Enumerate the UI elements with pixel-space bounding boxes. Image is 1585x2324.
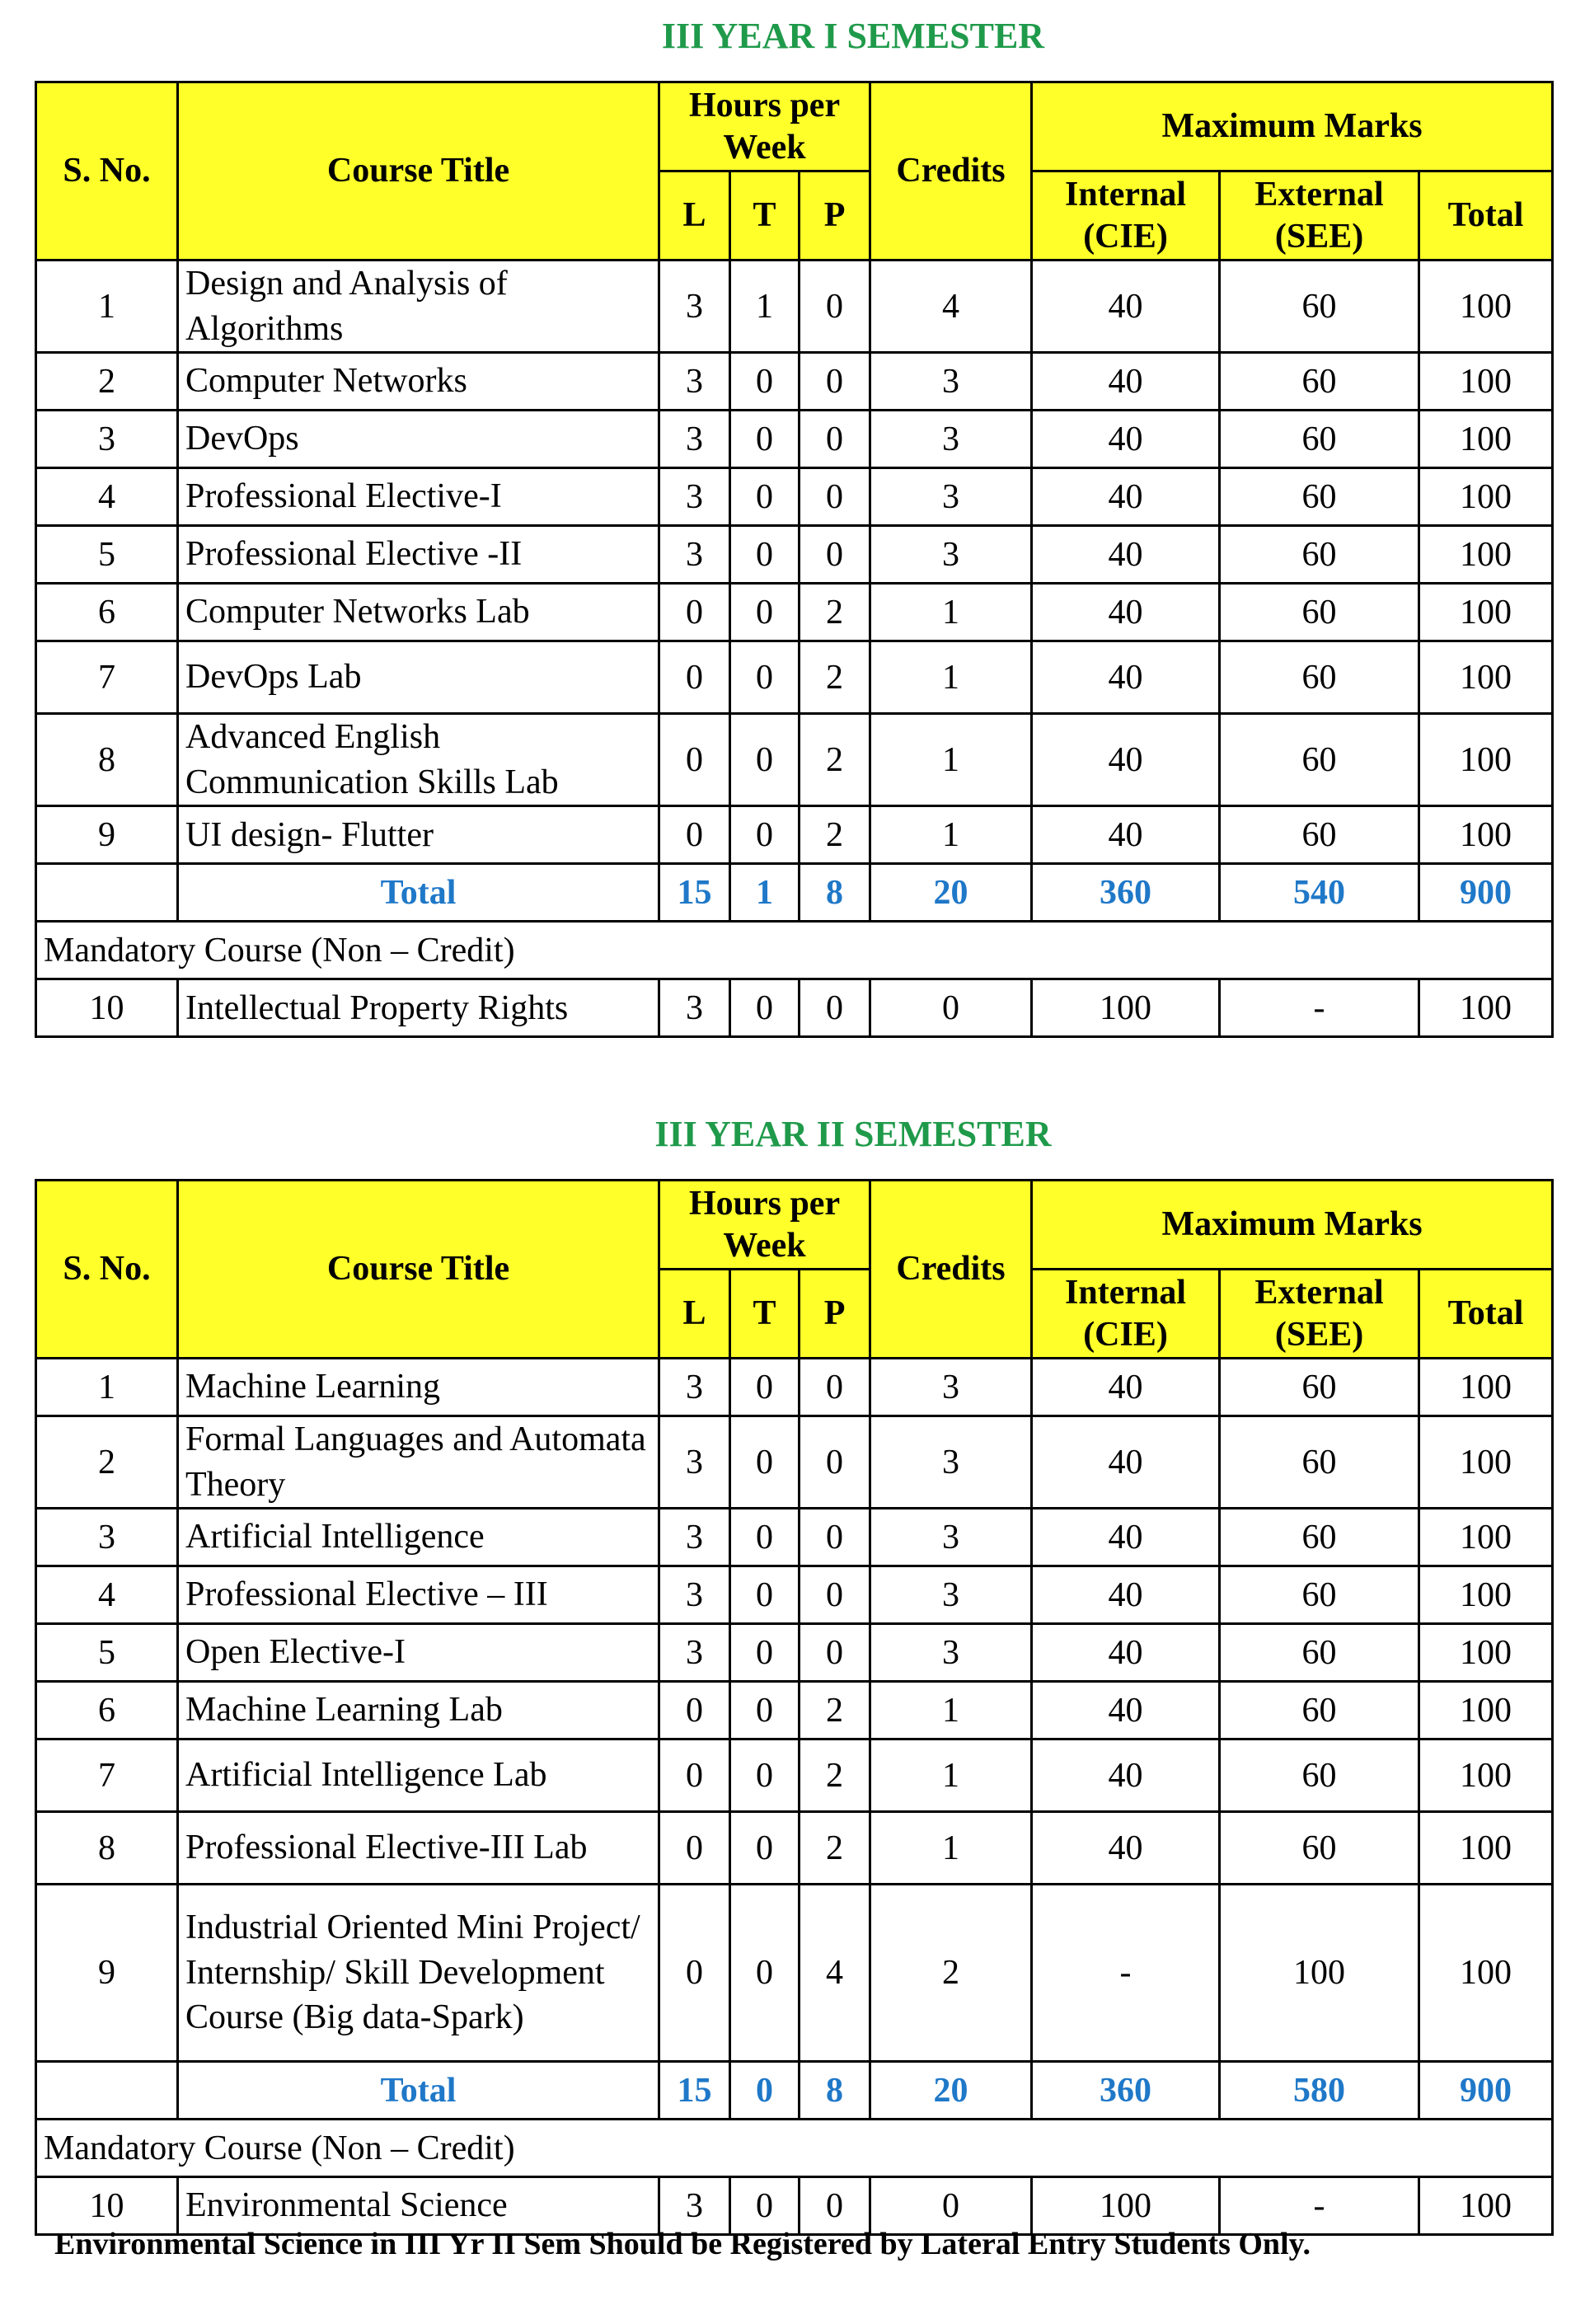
cell-external: 60 xyxy=(1220,1624,1419,1682)
cell-t: 0 xyxy=(730,1509,800,1566)
cell-credits: 3 xyxy=(870,1416,1032,1509)
cell-total: 100 xyxy=(1419,1885,1553,2062)
cell-credits: 3 xyxy=(870,1359,1032,1416)
cell-internal: 40 xyxy=(1032,1509,1220,1566)
cell-internal: 40 xyxy=(1032,1624,1220,1682)
cell-p: 0 xyxy=(800,2177,870,2235)
cell-title: DevOps Lab xyxy=(178,641,659,714)
cell-l: 0 xyxy=(659,806,730,864)
cell-title: Intellectual Property Rights xyxy=(178,979,659,1037)
cell-total: 100 xyxy=(1419,1359,1553,1416)
cell-l: 3 xyxy=(659,1624,730,1682)
cell-external: 60 xyxy=(1220,1682,1419,1739)
sem1-title: III YEAR I SEMESTER xyxy=(661,16,1045,56)
cell-t: 0 xyxy=(730,979,800,1037)
cell-t: 0 xyxy=(730,641,800,714)
cell-p: 0 xyxy=(800,1359,870,1416)
cell-p: 0 xyxy=(800,1416,870,1509)
cell-total: 100 xyxy=(1419,2177,1553,2235)
cell-title: Artificial Intelligence Lab xyxy=(178,1739,659,1812)
cell-l: 3 xyxy=(659,353,730,411)
cell-title: Formal Languages and Automata Theory xyxy=(178,1416,659,1509)
cell-title: Design and Analysis of Algorithms xyxy=(178,261,659,353)
cell-title: Environmental Science xyxy=(178,2177,659,2235)
cell-title: Machine Learning xyxy=(178,1359,659,1416)
total-total: 900 xyxy=(1419,864,1553,922)
cell-sno: 2 xyxy=(36,1416,178,1509)
cell-l: 3 xyxy=(659,1566,730,1624)
cell-sno: 1 xyxy=(36,261,178,353)
header-t: T xyxy=(730,171,800,261)
cell-total: 100 xyxy=(1419,1682,1553,1739)
cell-internal: 40 xyxy=(1032,468,1220,526)
cell-total: 100 xyxy=(1419,1739,1553,1812)
header-hours-per-week: Hours per Week xyxy=(659,1181,870,1270)
cell-title: Machine Learning Lab xyxy=(178,1682,659,1739)
header-course-title: Course Title xyxy=(178,82,659,261)
cell-total: 100 xyxy=(1419,1566,1553,1624)
total-l: 15 xyxy=(659,2062,730,2120)
cell-internal: 40 xyxy=(1032,584,1220,641)
header-total: Total xyxy=(1419,1270,1553,1359)
table-row xyxy=(36,1359,1553,1416)
cell-external: 60 xyxy=(1220,1509,1419,1566)
cell-internal: 40 xyxy=(1032,1566,1220,1624)
cell-sno: 2 xyxy=(36,353,178,411)
header-internal: Internal (CIE) xyxy=(1032,1270,1220,1359)
table-row xyxy=(36,1885,1553,2062)
total-internal: 360 xyxy=(1032,864,1220,922)
cell-internal: 40 xyxy=(1032,1812,1220,1885)
total-credits: 20 xyxy=(870,2062,1032,2120)
cell-title: Artificial Intelligence xyxy=(178,1509,659,1566)
cell-title: Professional Elective – III xyxy=(178,1566,659,1624)
cell-p: 0 xyxy=(800,979,870,1037)
cell-internal: 40 xyxy=(1032,1416,1220,1509)
header-maximum-marks: Maximum Marks xyxy=(1032,82,1553,171)
cell-sno: 10 xyxy=(36,979,178,1037)
mandatory-heading-row xyxy=(36,922,1553,979)
cell-title: Professional Elective -II xyxy=(178,526,659,584)
total-t: 1 xyxy=(730,864,800,922)
cell-total: 100 xyxy=(1419,1416,1553,1509)
cell-credits: 1 xyxy=(870,714,1032,806)
cell-p: 2 xyxy=(800,1739,870,1812)
cell-t: 0 xyxy=(730,526,800,584)
cell-p: 2 xyxy=(800,714,870,806)
cell-total: 100 xyxy=(1419,1624,1553,1682)
cell-sno: 6 xyxy=(36,584,178,641)
cell-external: 60 xyxy=(1220,1359,1419,1416)
cell-p: 0 xyxy=(800,468,870,526)
header-total: Total xyxy=(1419,171,1553,261)
total-internal: 360 xyxy=(1032,2062,1220,2120)
cell-p: 0 xyxy=(800,353,870,411)
table-row xyxy=(36,1624,1553,1682)
cell-external: 60 xyxy=(1220,714,1419,806)
cell-total: 100 xyxy=(1419,806,1553,864)
cell-t: 0 xyxy=(730,411,800,468)
total-total: 900 xyxy=(1419,2062,1553,2120)
mandatory-label: Mandatory Course (Non – Credit) xyxy=(36,922,1553,979)
cell-external: 60 xyxy=(1220,411,1419,468)
total-row xyxy=(36,2062,1553,2120)
cell-sno: 8 xyxy=(36,714,178,806)
cell-title: Open Elective-I xyxy=(178,1624,659,1682)
sem1-course-table xyxy=(35,81,1554,1038)
table-row xyxy=(36,468,1553,526)
cell-p: 2 xyxy=(800,641,870,714)
cell-title: Industrial Oriented Mini Project/ Internship/ Skill Development Course (Big data-Spark) xyxy=(178,1885,659,2062)
cell-p: 0 xyxy=(800,526,870,584)
cell-sno: 7 xyxy=(36,641,178,714)
header-sno: S. No. xyxy=(36,1181,178,1359)
cell-total: 100 xyxy=(1419,714,1553,806)
header-course-title: Course Title xyxy=(178,1181,659,1359)
cell-t: 0 xyxy=(730,353,800,411)
mandatory-label: Mandatory Course (Non – Credit) xyxy=(36,2120,1553,2177)
cell-title: Computer Networks xyxy=(178,353,659,411)
table-row xyxy=(36,261,1553,353)
cell-l: 3 xyxy=(659,261,730,353)
cell-sno: 4 xyxy=(36,468,178,526)
cell-credits: 3 xyxy=(870,353,1032,411)
cell-credits: 1 xyxy=(870,641,1032,714)
total-label: Total xyxy=(178,2062,659,2120)
cell-credits: 3 xyxy=(870,411,1032,468)
cell-credits: 3 xyxy=(870,1624,1032,1682)
header-l: L xyxy=(659,171,730,261)
cell-total: 100 xyxy=(1419,261,1553,353)
footnote: Environmental Science in III Yr II Sem Should be Registered by Lateral Entry Students Only. xyxy=(54,2227,1311,2261)
table-row xyxy=(36,1812,1553,1885)
cell-l: 0 xyxy=(659,1739,730,1812)
table-row xyxy=(36,353,1553,411)
cell-external: 60 xyxy=(1220,1812,1419,1885)
cell-internal: 40 xyxy=(1032,411,1220,468)
cell-external: - xyxy=(1220,2177,1419,2235)
cell-external: 100 xyxy=(1220,1885,1419,2062)
cell-empty xyxy=(36,864,178,922)
table-row xyxy=(36,1682,1553,1739)
cell-l: 3 xyxy=(659,468,730,526)
cell-t: 1 xyxy=(730,261,800,353)
cell-credits: 0 xyxy=(870,979,1032,1037)
cell-l: 3 xyxy=(659,1416,730,1509)
header-t: T xyxy=(730,1270,800,1359)
cell-internal: 100 xyxy=(1032,979,1220,1037)
header-sno: S. No. xyxy=(36,82,178,261)
total-row xyxy=(36,864,1553,922)
cell-sno: 8 xyxy=(36,1812,178,1885)
cell-credits: 3 xyxy=(870,1566,1032,1624)
header-external: External (SEE) xyxy=(1220,1270,1419,1359)
cell-l: 0 xyxy=(659,641,730,714)
cell-t: 0 xyxy=(730,1359,800,1416)
header-internal: Internal (CIE) xyxy=(1032,171,1220,261)
cell-credits: 3 xyxy=(870,526,1032,584)
cell-title: Computer Networks Lab xyxy=(178,584,659,641)
cell-l: 3 xyxy=(659,1359,730,1416)
cell-l: 0 xyxy=(659,1682,730,1739)
cell-credits: 4 xyxy=(870,261,1032,353)
header-external: External (SEE) xyxy=(1220,171,1419,261)
cell-credits: 2 xyxy=(870,1885,1032,2062)
cell-internal: 40 xyxy=(1032,641,1220,714)
cell-external: - xyxy=(1220,979,1419,1037)
cell-credits: 3 xyxy=(870,1509,1032,1566)
cell-external: 60 xyxy=(1220,641,1419,714)
cell-internal: 40 xyxy=(1032,526,1220,584)
total-p: 8 xyxy=(800,2062,870,2120)
cell-sno: 4 xyxy=(36,1566,178,1624)
cell-l: 3 xyxy=(659,526,730,584)
cell-total: 100 xyxy=(1419,526,1553,584)
cell-sno: 5 xyxy=(36,526,178,584)
cell-external: 60 xyxy=(1220,1566,1419,1624)
cell-l: 3 xyxy=(659,979,730,1037)
table-row xyxy=(36,584,1553,641)
cell-internal: 40 xyxy=(1032,806,1220,864)
total-t: 0 xyxy=(730,2062,800,2120)
cell-title: UI design- Flutter xyxy=(178,806,659,864)
cell-l: 3 xyxy=(659,1509,730,1566)
cell-p: 2 xyxy=(800,584,870,641)
cell-sno: 6 xyxy=(36,1682,178,1739)
cell-credits: 0 xyxy=(870,2177,1032,2235)
cell-internal: 100 xyxy=(1032,2177,1220,2235)
cell-t: 0 xyxy=(730,1812,800,1885)
cell-internal: 40 xyxy=(1032,1739,1220,1812)
header-p: P xyxy=(800,1270,870,1359)
table-row xyxy=(36,806,1553,864)
table-row xyxy=(36,641,1553,714)
cell-l: 0 xyxy=(659,1812,730,1885)
cell-total: 100 xyxy=(1419,1812,1553,1885)
table-row xyxy=(36,1566,1553,1624)
cell-title: DevOps xyxy=(178,411,659,468)
cell-t: 0 xyxy=(730,1885,800,2062)
cell-l: 0 xyxy=(659,584,730,641)
cell-p: 2 xyxy=(800,1812,870,1885)
header-hours-per-week: Hours per Week xyxy=(659,82,870,171)
cell-internal: 40 xyxy=(1032,261,1220,353)
cell-p: 0 xyxy=(800,1566,870,1624)
cell-p: 0 xyxy=(800,411,870,468)
cell-external: 60 xyxy=(1220,1416,1419,1509)
cell-internal: 40 xyxy=(1032,714,1220,806)
cell-sno: 1 xyxy=(36,1359,178,1416)
cell-credits: 1 xyxy=(870,1812,1032,1885)
cell-external: 60 xyxy=(1220,261,1419,353)
table-row xyxy=(36,979,1553,1037)
cell-t: 0 xyxy=(730,1416,800,1509)
table-row xyxy=(36,1416,1553,1509)
cell-t: 0 xyxy=(730,584,800,641)
cell-p: 0 xyxy=(800,1509,870,1566)
cell-sno: 9 xyxy=(36,1885,178,2062)
cell-external: 60 xyxy=(1220,806,1419,864)
cell-internal: 40 xyxy=(1032,353,1220,411)
cell-total: 100 xyxy=(1419,411,1553,468)
cell-credits: 1 xyxy=(870,806,1032,864)
cell-total: 100 xyxy=(1419,1509,1553,1566)
total-credits: 20 xyxy=(870,864,1032,922)
cell-title: Advanced English Communication Skills Lab xyxy=(178,714,659,806)
table-row xyxy=(36,411,1553,468)
cell-title: Professional Elective-III Lab xyxy=(178,1812,659,1885)
cell-sno: 7 xyxy=(36,1739,178,1812)
cell-p: 4 xyxy=(800,1885,870,2062)
table-row xyxy=(36,526,1553,584)
total-label: Total xyxy=(178,864,659,922)
cell-external: 60 xyxy=(1220,584,1419,641)
cell-total: 100 xyxy=(1419,468,1553,526)
sem2-course-table xyxy=(35,1179,1554,2236)
table-row xyxy=(36,1739,1553,1812)
header-credits: Credits xyxy=(870,82,1032,261)
mandatory-heading-row xyxy=(36,2120,1553,2177)
cell-sno: 3 xyxy=(36,411,178,468)
cell-sno: 3 xyxy=(36,1509,178,1566)
cell-credits: 3 xyxy=(870,468,1032,526)
table-row xyxy=(36,1509,1553,1566)
cell-p: 0 xyxy=(800,1624,870,1682)
cell-internal: 40 xyxy=(1032,1359,1220,1416)
cell-external: 60 xyxy=(1220,1739,1419,1812)
cell-internal: 40 xyxy=(1032,1682,1220,1739)
cell-sno: 9 xyxy=(36,806,178,864)
cell-total: 100 xyxy=(1419,353,1553,411)
cell-total: 100 xyxy=(1419,979,1553,1037)
total-p: 8 xyxy=(800,864,870,922)
cell-credits: 1 xyxy=(870,1739,1032,1812)
cell-t: 0 xyxy=(730,1739,800,1812)
cell-l: 0 xyxy=(659,714,730,806)
cell-t: 0 xyxy=(730,2177,800,2235)
header-maximum-marks: Maximum Marks xyxy=(1032,1181,1553,1270)
cell-t: 0 xyxy=(730,1624,800,1682)
header-p: P xyxy=(800,171,870,261)
sem2-title: III YEAR II SEMESTER xyxy=(654,1114,1052,1154)
cell-t: 0 xyxy=(730,806,800,864)
cell-l: 0 xyxy=(659,1885,730,2062)
cell-t: 0 xyxy=(730,1566,800,1624)
cell-t: 0 xyxy=(730,714,800,806)
total-external: 540 xyxy=(1220,864,1419,922)
cell-sno: 10 xyxy=(36,2177,178,2235)
header-l: L xyxy=(659,1270,730,1359)
cell-p: 2 xyxy=(800,1682,870,1739)
cell-t: 0 xyxy=(730,468,800,526)
header-credits: Credits xyxy=(870,1181,1032,1359)
cell-p: 0 xyxy=(800,261,870,353)
cell-credits: 1 xyxy=(870,1682,1032,1739)
cell-total: 100 xyxy=(1419,584,1553,641)
cell-l: 3 xyxy=(659,411,730,468)
total-l: 15 xyxy=(659,864,730,922)
cell-external: 60 xyxy=(1220,526,1419,584)
cell-total: 100 xyxy=(1419,641,1553,714)
cell-t: 0 xyxy=(730,1682,800,1739)
cell-credits: 1 xyxy=(870,584,1032,641)
cell-l: 3 xyxy=(659,2177,730,2235)
table-row xyxy=(36,714,1553,806)
cell-external: 60 xyxy=(1220,353,1419,411)
cell-internal: - xyxy=(1032,1885,1220,2062)
cell-external: 60 xyxy=(1220,468,1419,526)
cell-title: Professional Elective-I xyxy=(178,468,659,526)
cell-empty xyxy=(36,2062,178,2120)
cell-p: 2 xyxy=(800,806,870,864)
cell-sno: 5 xyxy=(36,1624,178,1682)
total-external: 580 xyxy=(1220,2062,1419,2120)
